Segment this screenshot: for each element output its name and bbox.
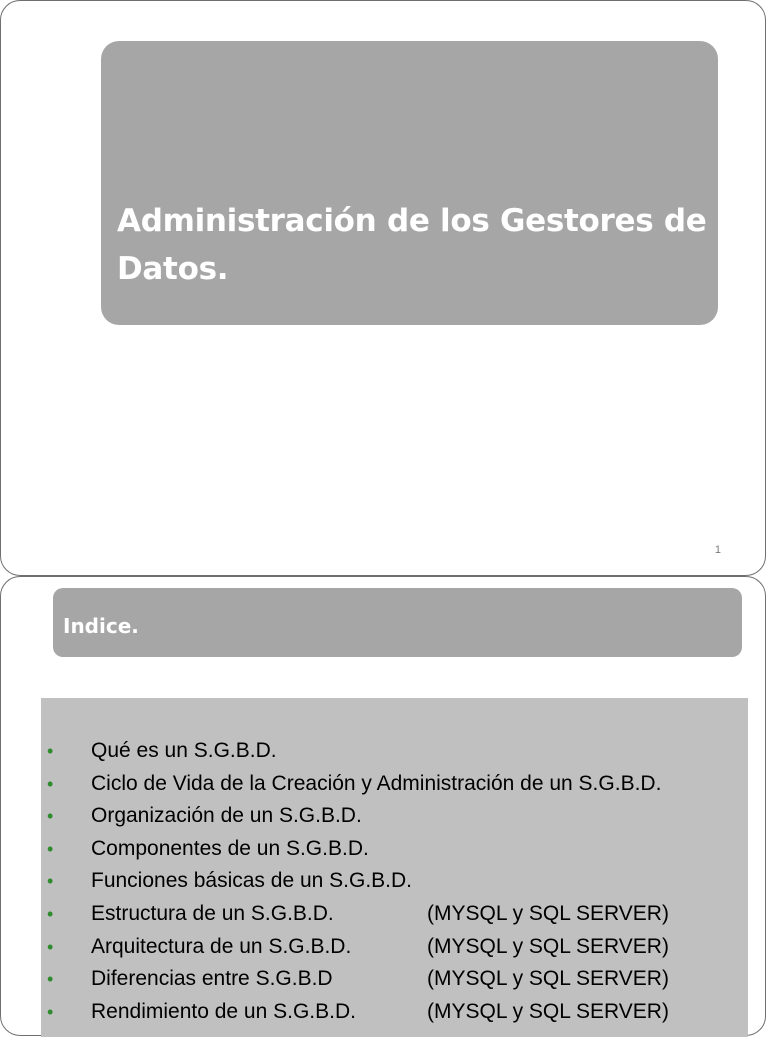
list-item <box>47 900 747 933</box>
bullet-icon: • <box>47 969 54 990</box>
slide-2 <box>0 576 766 1036</box>
list-item-text: Organización de un S.G.B.D. <box>91 804 362 828</box>
page-number: 1 <box>714 544 721 556</box>
list-item-text: Funciones básicas de un S.G.B.D. <box>91 869 412 893</box>
index-header <box>53 588 742 657</box>
list-item <box>47 933 747 966</box>
bullet-icon: • <box>47 773 54 794</box>
list-item-text: Estructura de un S.G.B.D. <box>91 901 334 925</box>
bullet-icon: • <box>47 741 54 761</box>
list-item-note: (MYSQL y SQL SERVER) <box>427 901 669 925</box>
list-item <box>47 835 747 868</box>
slide-title <box>117 197 707 293</box>
bullet-icon: • <box>47 838 54 859</box>
list-item-text: Qué es un S.G.B.D. <box>91 739 277 762</box>
list-item <box>47 770 747 803</box>
bullet-icon: • <box>47 903 54 924</box>
list-item-text: Componentes de un S.G.B.D. <box>91 836 369 860</box>
list-item <box>47 802 747 835</box>
bullet-icon: • <box>47 1001 54 1022</box>
list-item-text: Diferencias entre S.G.B.D <box>91 967 333 991</box>
list-item-text: Rendimiento de un S.G.B.D. <box>91 999 356 1023</box>
slide-title-line-2: Datos. <box>117 251 229 287</box>
bullet-icon: • <box>47 936 54 957</box>
list-item-note: (MYSQL y SQL SERVER) <box>427 934 669 958</box>
index-list <box>47 737 747 1030</box>
list-item <box>47 998 747 1031</box>
index-body <box>41 698 748 1037</box>
list-item <box>47 737 747 770</box>
bullet-icon: • <box>47 871 54 892</box>
bullet-icon: • <box>47 806 54 827</box>
list-item <box>47 965 747 998</box>
index-title: Indice. <box>63 614 139 638</box>
list-item-note: (MYSQL y SQL SERVER) <box>427 967 669 991</box>
title-box <box>101 41 718 325</box>
list-item-text: Arquitectura de un S.G.B.D. <box>91 934 352 958</box>
slide-title-line-1: Administración de los Gestores de <box>117 203 707 239</box>
list-item <box>47 867 747 900</box>
list-item-text: Ciclo de Vida de la Creación y Administración de un S.G.B.D. <box>91 771 662 795</box>
list-item-note: (MYSQL y SQL SERVER) <box>427 999 669 1023</box>
